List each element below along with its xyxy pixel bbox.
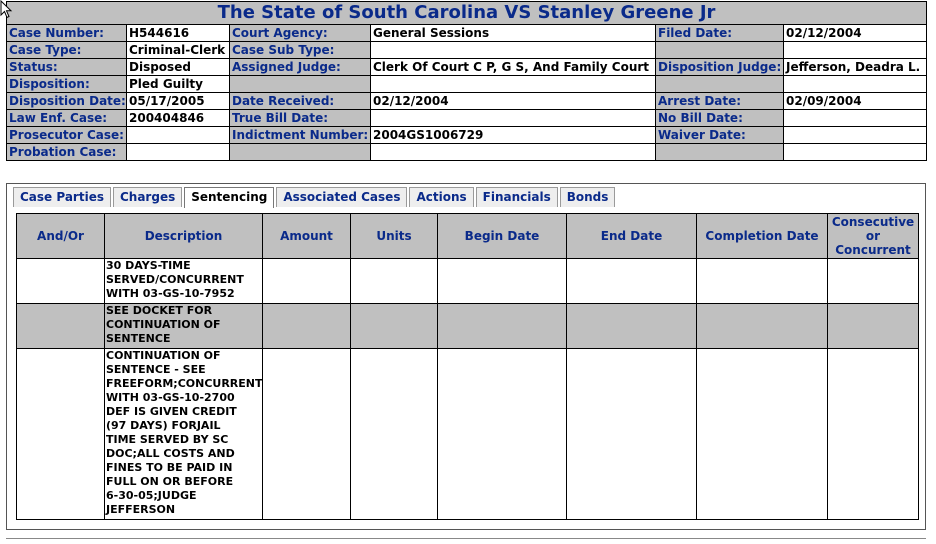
disposition-judge-label: Disposition Judge: <box>656 59 784 76</box>
date-received-label: Date Received: <box>230 93 371 110</box>
empty-cell <box>784 76 927 93</box>
disposition-judge-value: Jefferson, Deadra L. <box>784 59 927 76</box>
column-header-description[interactable]: Description <box>105 214 263 259</box>
indictment-number-value: 2004GS1006729 <box>371 127 656 144</box>
tab-panel <box>6 183 926 530</box>
end-date-cell <box>567 349 697 520</box>
description-cell: 30 DAYS-TIME SERVED/CONCURRENT WITH 03-GS-10-7952 <box>105 259 263 304</box>
tab-strip <box>13 187 617 209</box>
begin-date-cell <box>438 259 567 304</box>
completion-date-cell <box>697 349 828 520</box>
and-or-cell <box>17 259 105 304</box>
case-type-label: Case Type: <box>7 42 127 59</box>
filed-date-label: Filed Date: <box>656 25 784 42</box>
disposition-date-label: Disposition Date: <box>7 93 127 110</box>
column-header-end-date[interactable]: End Date <box>567 214 697 259</box>
empty-cell <box>230 144 371 161</box>
prosecutor-case-value <box>127 127 230 144</box>
date-received-value: 02/12/2004 <box>371 93 656 110</box>
tab-financials[interactable]: Financials <box>476 187 558 207</box>
no-bill-date-label: No Bill Date: <box>656 110 784 127</box>
column-header-amount[interactable]: Amount <box>263 214 351 259</box>
assigned-judge-label: Assigned Judge: <box>230 59 371 76</box>
begin-date-cell <box>438 304 567 349</box>
true-bill-date-label: True Bill Date: <box>230 110 371 127</box>
status-value: Disposed <box>127 59 230 76</box>
and-or-cell <box>17 349 105 520</box>
true-bill-date-value <box>371 110 656 127</box>
case-number-value: H544616 <box>127 25 230 42</box>
tab-charges[interactable]: Charges <box>113 187 182 207</box>
amount-cell <box>263 259 351 304</box>
completion-date-cell <box>697 304 828 349</box>
units-cell <box>351 304 438 349</box>
column-header-begin-date[interactable]: Begin Date <box>438 214 567 259</box>
case-header-table <box>6 1 927 161</box>
end-date-cell <box>567 259 697 304</box>
empty-cell <box>656 42 784 59</box>
table-row <box>17 304 919 349</box>
indictment-number-label: Indictment Number: <box>230 127 371 144</box>
consecutive-cell <box>828 259 919 304</box>
law-enf-case-value: 200404846 <box>127 110 230 127</box>
tab-associated-cases[interactable]: Associated Cases <box>276 187 407 207</box>
column-header-consecutive-or-concurrent[interactable]: Consecutive or Concurrent <box>828 214 919 259</box>
end-date-cell <box>567 304 697 349</box>
and-or-cell <box>17 304 105 349</box>
court-agency-value: General Sessions <box>371 25 656 42</box>
status-label: Status: <box>7 59 127 76</box>
units-cell <box>351 349 438 520</box>
empty-cell <box>784 144 927 161</box>
disposition-label: Disposition: <box>7 76 127 93</box>
empty-cell <box>656 76 784 93</box>
table-row <box>17 259 919 304</box>
case-title: The State of South Carolina VS Stanley Greene Jr <box>7 2 927 25</box>
prosecutor-case-label: Prosecutor Case: <box>7 127 127 144</box>
filed-date-value: 02/12/2004 <box>784 25 927 42</box>
case-number-label: Case Number: <box>7 25 127 42</box>
empty-cell <box>371 76 656 93</box>
law-enf-case-label: Law Enf. Case: <box>7 110 127 127</box>
description-cell: CONTINUATION OF SENTENCE - SEE FREEFORM;CONCURRENT WITH 03-GS-10-2700 DEF IS GIVEN CREDIT (97 DAYS) FORJAIL TIME SERVED BY SC DOC;ALL COSTS AND FINES TO BE PAID IN FULL ON OR BEFORE 6-30-05;JUDGE JEFFERSON <box>105 349 263 520</box>
arrest-date-value: 02/09/2004 <box>784 93 927 110</box>
sentencing-table <box>16 213 919 520</box>
consecutive-cell <box>828 349 919 520</box>
column-header-and-or[interactable]: And/Or <box>17 214 105 259</box>
amount-cell <box>263 304 351 349</box>
mouse-pointer-icon <box>0 0 14 20</box>
court-agency-label: Court Agency: <box>230 25 371 42</box>
probation-case-label: Probation Case: <box>7 144 127 161</box>
arrest-date-label: Arrest Date: <box>656 93 784 110</box>
description-cell: SEE DOCKET FOR CONTINUATION OF SENTENCE <box>105 304 263 349</box>
assigned-judge-value: Clerk Of Court C P, G S, And Family Court <box>371 59 656 76</box>
case-type-value: Criminal-Clerk <box>127 42 230 59</box>
disposition-date-value: 05/17/2005 <box>127 93 230 110</box>
empty-cell <box>784 42 927 59</box>
tab-bonds[interactable]: Bonds <box>560 187 616 207</box>
case-sub-type-value <box>371 42 656 59</box>
column-header-completion-date[interactable]: Completion Date <box>697 214 828 259</box>
footer-divider <box>6 538 926 539</box>
amount-cell <box>263 349 351 520</box>
tab-actions[interactable]: Actions <box>409 187 473 207</box>
tab-case-parties[interactable]: Case Parties <box>13 187 111 207</box>
empty-cell <box>230 76 371 93</box>
column-header-units[interactable]: Units <box>351 214 438 259</box>
no-bill-date-value <box>784 110 927 127</box>
units-cell <box>351 259 438 304</box>
probation-case-value <box>127 144 230 161</box>
waiver-date-label: Waiver Date: <box>656 127 784 144</box>
empty-cell <box>656 144 784 161</box>
begin-date-cell <box>438 349 567 520</box>
completion-date-cell <box>697 259 828 304</box>
empty-cell <box>371 144 656 161</box>
case-sub-type-label: Case Sub Type: <box>230 42 371 59</box>
table-row <box>17 349 919 520</box>
waiver-date-value <box>784 127 927 144</box>
consecutive-cell <box>828 304 919 349</box>
disposition-value: Pled Guilty <box>127 76 230 93</box>
tab-sentencing[interactable]: Sentencing <box>184 187 274 208</box>
